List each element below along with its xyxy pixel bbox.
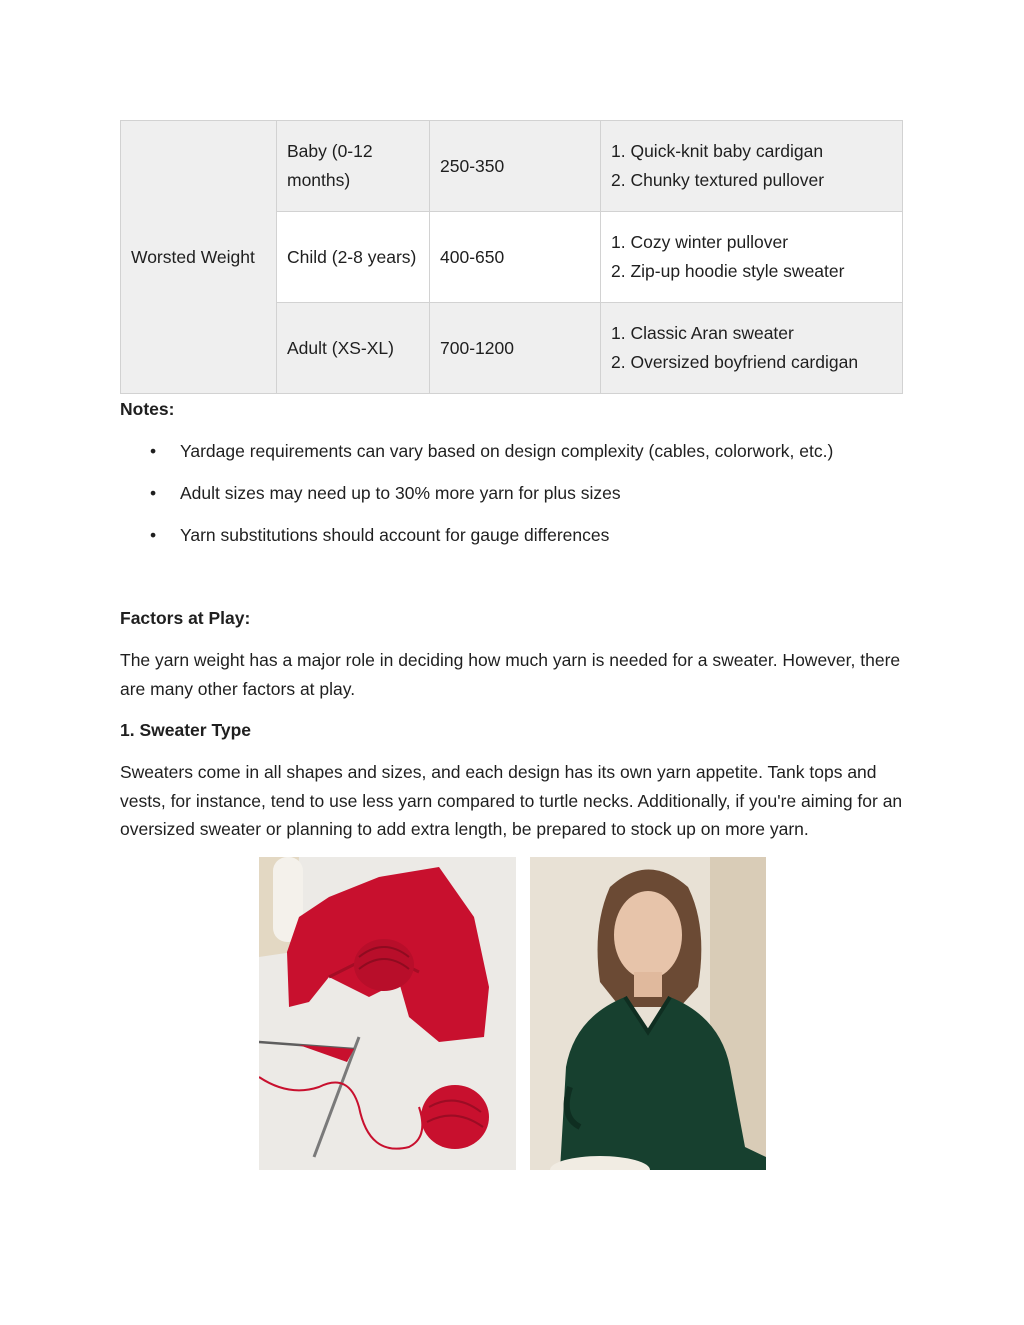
note-text: Yardage requirements can vary based on design complexity (cables, colorwork, etc.) xyxy=(180,441,834,461)
project-item: 2. Oversized boyfriend cardigan xyxy=(611,352,859,372)
project-item: 1. Classic Aran sweater xyxy=(611,323,794,343)
yardage-cell: 250-350 xyxy=(430,121,601,212)
woman-green-sweater-photo xyxy=(530,857,766,1170)
size-cell: Adult (XS-XL) xyxy=(277,303,430,394)
yarn-weight-cell: Worsted Weight xyxy=(121,121,277,394)
bullet-icon: • xyxy=(150,525,157,545)
list-item xyxy=(150,479,833,521)
sweater-type-heading: 1. Sweater Type xyxy=(120,720,251,740)
yarn-requirements-table xyxy=(120,120,903,394)
table-row xyxy=(121,121,903,212)
factors-intro-paragraph: The yarn weight has a major role in deciding how much yarn is needed for a sweater. However, there are many other factors at play. xyxy=(120,650,901,699)
yardage-cell: 700-1200 xyxy=(430,303,601,394)
sweater-type-paragraph: Sweaters come in all shapes and sizes, and each design has its own yarn appetite. Tank tops and vests, for instance, tend to use less yarn compared to turtle necks. Additionally, if you're aiming for an oversized sweater or planning to add extra length, be prepared to stock up on more yarn. xyxy=(120,762,903,839)
projects-cell xyxy=(601,303,903,394)
note-text: Adult sizes may need up to 30% more yarn for plus sizes xyxy=(180,483,621,503)
size-cell: Child (2-8 years) xyxy=(277,212,430,303)
projects-cell xyxy=(601,212,903,303)
notes-list xyxy=(150,437,834,563)
project-item: 2. Chunky textured pullover xyxy=(611,170,825,190)
list-item xyxy=(150,521,833,563)
yardage-cell: 400-650 xyxy=(430,212,601,303)
bullet-icon: • xyxy=(150,483,157,503)
red-knitting-yarn-photo xyxy=(259,857,516,1170)
notes-heading: Notes: xyxy=(120,399,175,419)
bullet-icon: • xyxy=(150,441,157,461)
project-item: 1. Cozy winter pullover xyxy=(611,232,789,252)
project-item: 1. Quick-knit baby cardigan xyxy=(611,141,824,161)
list-item xyxy=(150,437,834,479)
size-cell: Baby (0-12 months) xyxy=(277,121,430,212)
note-text: Yarn substitutions should account for gauge differences xyxy=(180,525,610,545)
projects-cell xyxy=(601,121,903,212)
factors-heading: Factors at Play: xyxy=(120,608,251,628)
project-item: 2. Zip-up hoodie style sweater xyxy=(611,261,845,281)
